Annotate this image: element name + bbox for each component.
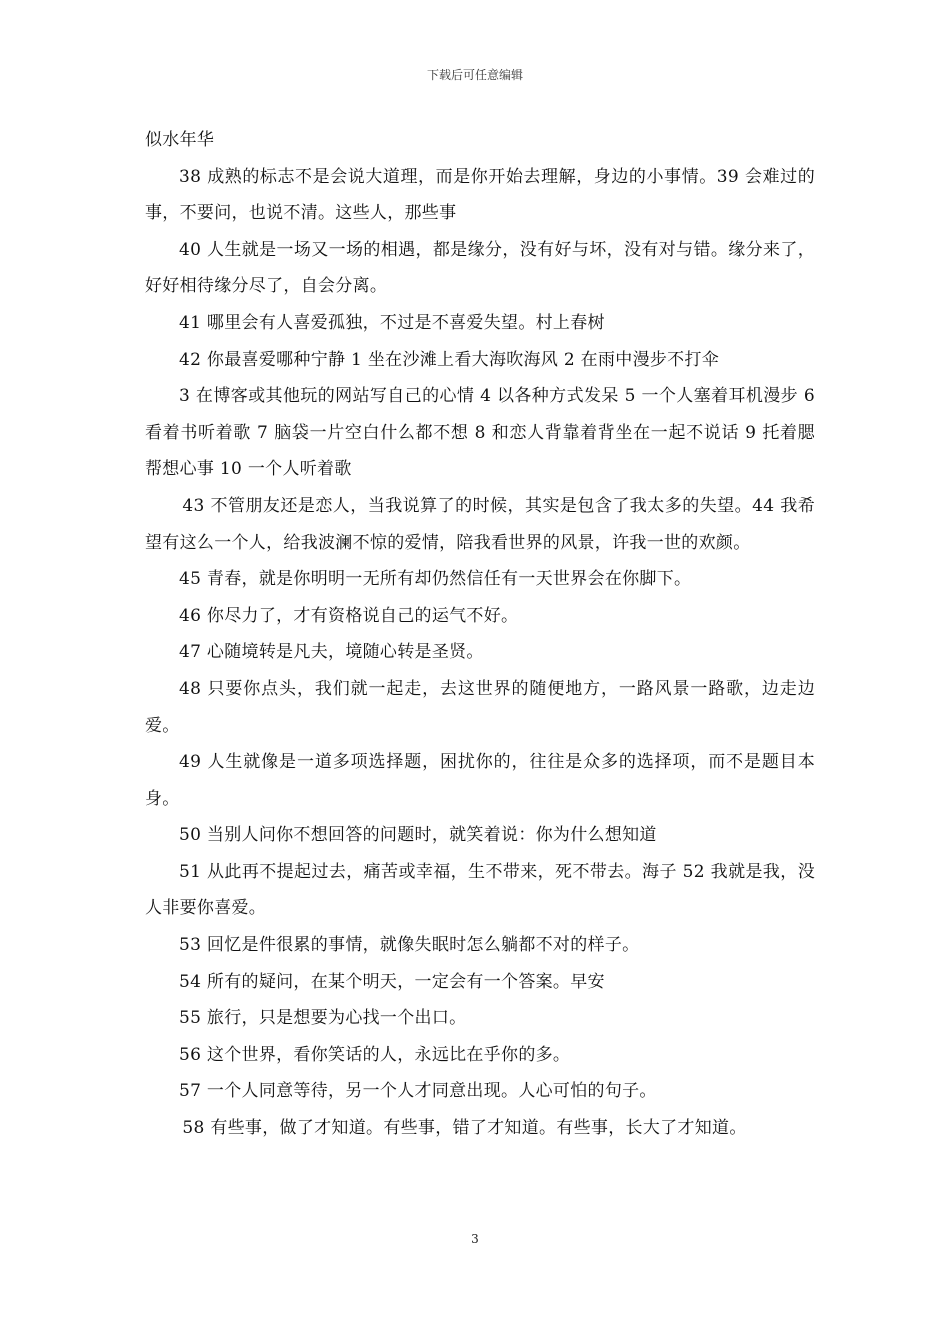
paragraph-49: 49 人生就像是一道多项选择题，困扰你的，往往是众多的选择项，而不是题目本身。 [145,752,815,809]
paragraph-38: 38 成熟的标志不是会说大道理，而是你开始去理解，身边的小事情。39 会难过的事，不要问，也说不清。这些人，那些事 [145,166,815,224]
paragraph-57: 57 一个人同意等待，另一个人才同意出现。人心可怕的句子。 [179,1081,657,1102]
page-header: 下载后可任意编辑 [426,68,523,82]
paragraph-45: 45 青春，就是你明明一无所有却仍然信任有一天世界会在你脚下。 [179,569,692,590]
document-title: 似水年华 [145,130,215,150]
paragraph-40: 40 人生就是一场又一场的相遇，都是缘分，没有好与坏，没有对与错。缘分来了，好好相待缘分尽了，自会分离。 [145,239,815,297]
paragraph-58: 58 有些事，做了才知道。有些事，错了才知道。有些事，长大了才知道。 [182,1118,747,1139]
paragraph-46: 46 你尽力了，才有资格说自己的运气不好。 [179,605,519,626]
paragraph-51: 51 从此再不提起过去，痛苦或幸福，生不带来，死不带去。海子 52 我就是我，没人非要你喜爱。 [145,861,815,919]
paragraph-54: 54 所有的疑问，在某个明天，一定会有一个答案。早安 [179,971,605,992]
paragraph-42: 42 你最喜爱哪种宁静 1 坐在沙滩上看大海吹海风 2 在雨中漫步不打伞 [179,349,720,370]
paragraph-56: 56 这个世界，看你笑话的人，永远比在乎你的多。 [179,1044,571,1065]
paragraph-48: 48 只要你点头，我们就一起走，去这世界的随便地方，一路风景一路歌，边走边爱。 [145,678,815,736]
paragraph-53: 53 回忆是件很累的事情，就像失眠时怎么躺都不对的样子。 [179,935,640,956]
paragraph-43: 43 不管朋友还是恋人，当我说算了的时候，其实是包含了我太多的失望。44 我希望有这么一个人，给我波澜不惊的爱情，陪我看世界的风景，许我一世的欢颜。 [145,495,815,553]
paragraph-50: 50 当别人问你不想回答的问题时，就笑着说：你为什么想知道 [179,825,657,846]
paragraph-42-list: 3 在博客或其他玩的网站写自己的心情 4 以各种方式发呆 5 一个人塞着耳机漫步 6 看着书听着歌 7 脑袋一片空白什么都不想 8 和恋人背靠着背坐在一起不说话 9 托着腮帮想心事 10 一个人听着歌 [145,386,815,480]
paragraph-55: 55 旅行，只是想要为心找一个出口。 [179,1008,467,1029]
document-body [145,122,815,1147]
paragraph-41: 41 哪里会有人喜爱孤独，不过是不喜爱失望。村上春树 [179,312,605,333]
page-number: 3 [471,1232,479,1246]
paragraph-47: 47 心随境转是凡夫，境随心转是圣贤。 [179,642,484,663]
